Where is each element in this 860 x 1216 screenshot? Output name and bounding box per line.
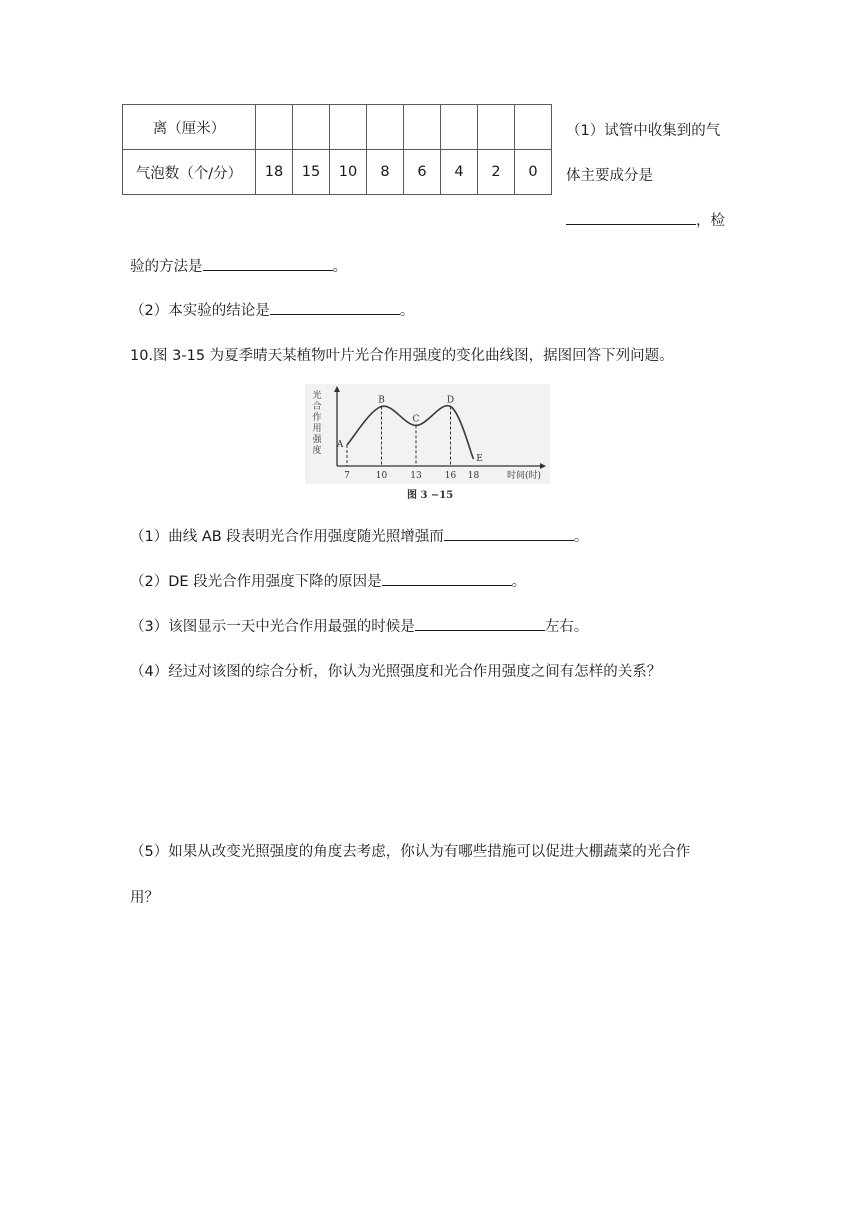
table-cell: 15 (293, 150, 330, 195)
side-question-line3 (566, 209, 725, 230)
table-cell: 10 (330, 150, 367, 195)
x-tick-label: 10 (375, 471, 388, 481)
y-axis-label-char: 光 (312, 391, 322, 401)
conclusion-question (130, 299, 414, 320)
conclusion-label: （2）本实验的结论是 (130, 303, 270, 319)
point-label-e: E (476, 454, 483, 464)
table-cell (515, 105, 552, 150)
side-line3-tail: ，检 (696, 213, 725, 229)
y-axis-label-char: 合 (312, 402, 322, 412)
answer-blank[interactable] (444, 539, 574, 541)
punctuation: 。 (399, 303, 415, 319)
question-10-1 (130, 525, 588, 546)
table-cell (441, 105, 478, 150)
punctuation: 。 (332, 259, 347, 275)
question-10-5-line2: 用？ (130, 890, 159, 906)
table-cell (293, 105, 330, 150)
point-label-a: A (336, 440, 344, 450)
photosynthesis-chart (305, 384, 550, 484)
x-tick-label: 7 (344, 471, 350, 481)
side-question-line2: 体主要成分是 (566, 168, 653, 184)
figure-caption: 图 3 −15 (407, 490, 454, 501)
table-cell: 0 (515, 150, 552, 195)
table-cell (478, 105, 515, 150)
question-text-tail: 左右。 (544, 619, 589, 635)
answer-blank[interactable] (203, 269, 333, 271)
question-text: （2）DE 段光合作用强度下降的原因是 (130, 574, 382, 590)
table-cell: 2 (478, 150, 515, 195)
table-cell (367, 105, 404, 150)
chart-background (305, 384, 550, 484)
question-10-2 (130, 570, 526, 591)
question-text: （1）曲线 AB 段表明光合作用强度随光照增强而 (130, 529, 444, 545)
x-tick-label: 13 (410, 471, 422, 481)
x-tick-label: 16 (444, 471, 457, 481)
answer-blank[interactable] (382, 584, 512, 586)
answer-blank[interactable] (270, 313, 400, 315)
question-10-stem: 10.图 3-15 为夏季晴天某植物叶片光合作用强度的变化曲线图，据图回答下列问题。 (130, 348, 674, 364)
question-10-4: （4）经过对该图的综合分析，你认为光照强度和光合作用强度之间有怎样的关系？ (130, 664, 662, 680)
method-question (130, 255, 347, 276)
y-axis-label (312, 389, 322, 456)
table-row (123, 105, 552, 150)
x-axis-label: 时间(时) (507, 471, 542, 481)
x-tick-label: 18 (467, 471, 480, 481)
table-cell: 6 (404, 150, 441, 195)
side-question-line1: （1）试管中收集到的气 (566, 123, 721, 139)
table-cell (404, 105, 441, 150)
bubble-count-table (122, 104, 552, 195)
bubble-count-header-cell: 气泡数（个/分） (123, 150, 256, 195)
y-axis-label-char: 度 (312, 446, 322, 456)
table-cell: 8 (367, 150, 404, 195)
point-label-d: D (446, 395, 455, 406)
y-axis-label-char: 作 (312, 413, 322, 423)
y-axis-label-char: 用 (312, 424, 322, 434)
table-cell: 18 (256, 150, 293, 195)
table-cell: 4 (441, 150, 478, 195)
question-10-5-line1: （5）如果从改变光照强度的角度去考虑，你认为有哪些措施可以促进大棚蔬菜的光合作 (130, 844, 691, 860)
distance-header-cell: 离（厘米） (123, 105, 256, 150)
table-row (123, 150, 552, 195)
answer-blank[interactable] (566, 223, 696, 225)
point-label-b: B (378, 395, 385, 406)
method-label: 验的方法是 (130, 259, 203, 275)
question-text: （3）该图显示一天中光合作用最强的时候是 (130, 619, 415, 635)
table-cell (330, 105, 367, 150)
question-10-3 (130, 615, 588, 636)
point-label-c: C (412, 414, 420, 425)
table-cell (256, 105, 293, 150)
punctuation: 。 (573, 529, 589, 545)
answer-blank[interactable] (415, 629, 545, 631)
y-axis-label-char: 强 (312, 435, 322, 445)
punctuation: 。 (511, 574, 527, 590)
